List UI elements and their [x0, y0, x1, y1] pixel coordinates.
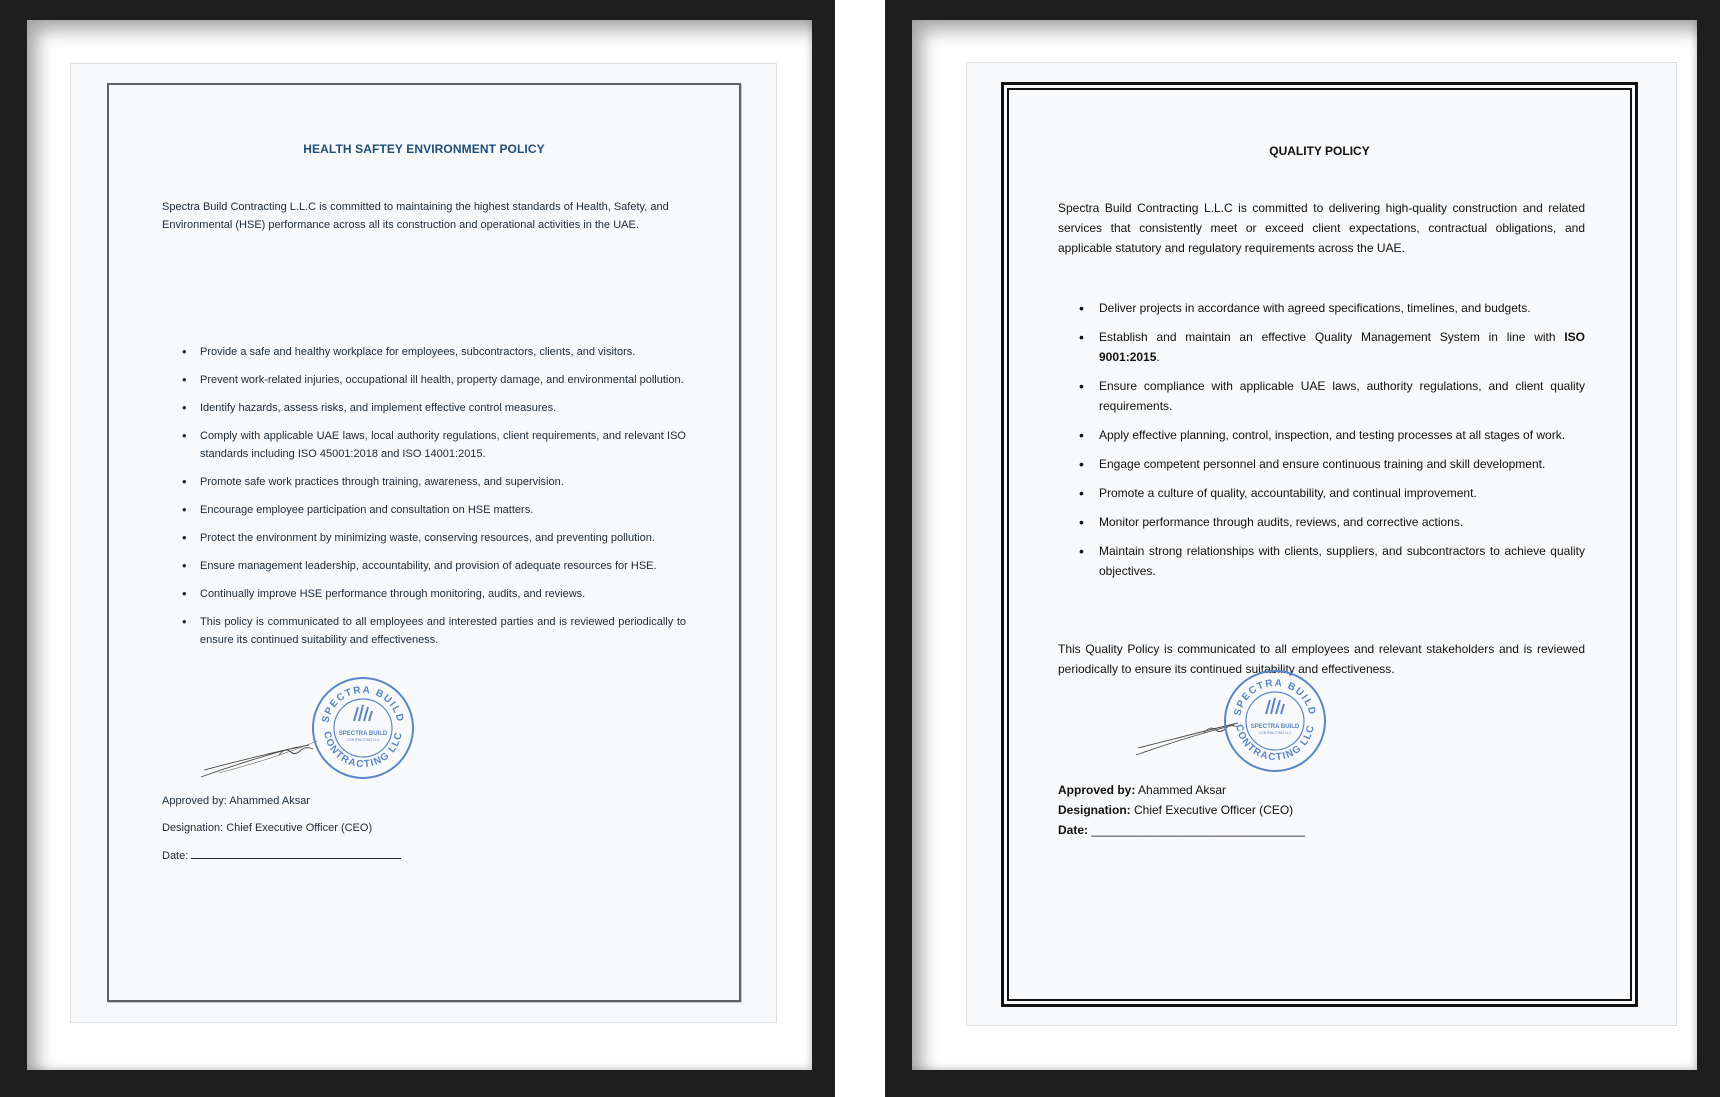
approved-label: Approved by: [1058, 783, 1136, 797]
hse-date-label: Date: [162, 850, 189, 862]
list-item: • Provide a safe and healthy workplace for employees, subcontractors, clients, and visitors. [182, 343, 686, 361]
qp-iso-suffix: . [1156, 350, 1160, 364]
list-item: • Ensure management leadership, accountability, and provision of adequate resources for HSE. [182, 557, 686, 575]
qp-title: QUALITY POLICY [1269, 144, 1370, 158]
list-item: • Promote safe work practices through training, awareness, and supervision. [182, 473, 686, 491]
stamp-bottom-text: CONTRACTING LLC [1233, 723, 1317, 764]
hse-title: HEALTH SAFTEY ENVIRONMENT POLICY [303, 142, 545, 156]
list-item: • Promote a culture of quality, accountability, and continual improvement. [1079, 483, 1585, 503]
list-item: • Continually improve HSE performance through monitoring, audits, and reviews. [182, 585, 686, 603]
qp-iso-text: Establish and maintain an effective Quality Management System in line with [1099, 330, 1565, 344]
date-label: Date: [1058, 823, 1089, 837]
qp-page-border-outer [1001, 82, 1638, 1007]
qp-signoff [1058, 780, 1585, 840]
stamp-center-line1: SPECTRA BUILD [338, 731, 388, 737]
company-stamp [310, 675, 416, 781]
list-item: • Protect the environment by minimizing waste, conserving resources, and preventing pollution. [182, 529, 686, 547]
hse-policy-page [70, 63, 777, 1023]
qp-approved-by [1058, 780, 1585, 800]
stamp-center-line2: CONTRACTING LLC [346, 738, 380, 742]
date-line: ________________________________ [1088, 823, 1305, 837]
list-item: • Deliver projects in accordance with agreed specifications, timelines, and budgets. [1079, 298, 1585, 318]
hse-intro: Spectra Build Contracting L.L.C is committed to maintaining the highest standards of Health, Safety, and Environmental (HSE) performance across all its construction and operational activities in the UAE. [162, 201, 669, 231]
hse-commitments-list [182, 343, 686, 659]
designation-label: Designation: [1058, 803, 1131, 817]
stamp-center-line1: SPECTRA BUILD [1250, 724, 1300, 730]
list-item: • Engage competent personnel and ensure continuous training and skill development. [1079, 454, 1585, 474]
svg-text:SPECTRA BUILD [1232, 678, 1317, 717]
right-frame-mat [912, 20, 1697, 1070]
hse-signoff [162, 795, 682, 876]
stamp-bottom-text: CONTRACTING LLC [321, 730, 405, 771]
qp-date [1058, 820, 1585, 840]
stamp-top-text: SPECTRA BUILD [320, 684, 406, 725]
list-item: • This policy is communicated to all employees and interested parties and is reviewed periodically to ensure its continued suitability and effectiveness. [182, 613, 686, 649]
hse-approved-by: Approved by: Ahammed Aksar [162, 795, 310, 807]
svg-text:SPECTRA BUILD [320, 685, 405, 724]
hse-designation: Designation: Chief Executive Officer (CEO) [162, 822, 373, 834]
list-item: • Ensure compliance with applicable UAE laws, authority regulations, and client quality requirements. [1079, 376, 1585, 416]
list-item: • Maintain strong relationships with clients, suppliers, and subcontractors to achieve quality objectives. [1079, 541, 1585, 581]
hse-page-border [107, 83, 741, 1002]
quality-policy-page [966, 62, 1677, 1026]
qp-iso-standard: ISO 9001:2015 [1099, 330, 1585, 364]
hse-date [162, 849, 682, 876]
qp-intro: Spectra Build Contracting L.L.C is committed to delivering high-quality construction and related services that consistently meet or exceed client expectations, contractual obligations, and applicable statutory and regulatory requirements across the UAE. [1058, 201, 1585, 255]
stamp-center-line2: CONTRACTING LLC [1258, 731, 1292, 735]
list-item: • Apply effective planning, control, inspection, and testing processes at all stages of work. [1079, 425, 1585, 445]
list-item: • Monitor performance through audits, reviews, and corrective actions. [1079, 512, 1585, 532]
approved-name: Ahammed Aksar [1135, 783, 1227, 797]
date-underline [191, 849, 401, 859]
list-item: • Comply with applicable UAE laws, local authority regulations, client requirements, and relevant ISO standards including ISO 45001:2018 and ISO 14001:2015. [182, 427, 686, 463]
qp-closing: This Quality Policy is communicated to all employees and relevant stakeholders and is reviewed periodically to ensure its continued suitability and effectiveness. [1058, 642, 1585, 676]
list-item [1079, 327, 1585, 367]
list-item: • Identify hazards, assess risks, and implement effective control measures. [182, 399, 686, 417]
left-frame-mat [27, 20, 812, 1070]
designation-value: Chief Executive Officer (CEO) [1130, 803, 1294, 817]
qp-commitments-list [1079, 298, 1585, 590]
list-item: • Encourage employee participation and consultation on HSE matters. [182, 501, 686, 519]
list-item: • Prevent work-related injuries, occupational ill health, property damage, and environmental pollution. [182, 371, 686, 389]
company-stamp [1222, 668, 1328, 774]
qp-designation [1058, 800, 1585, 820]
left-picture-frame [0, 0, 835, 1097]
qp-page-border-inner [1007, 88, 1632, 1001]
right-picture-frame [885, 0, 1720, 1097]
stamp-top-text: SPECTRA BUILD [1232, 677, 1318, 718]
